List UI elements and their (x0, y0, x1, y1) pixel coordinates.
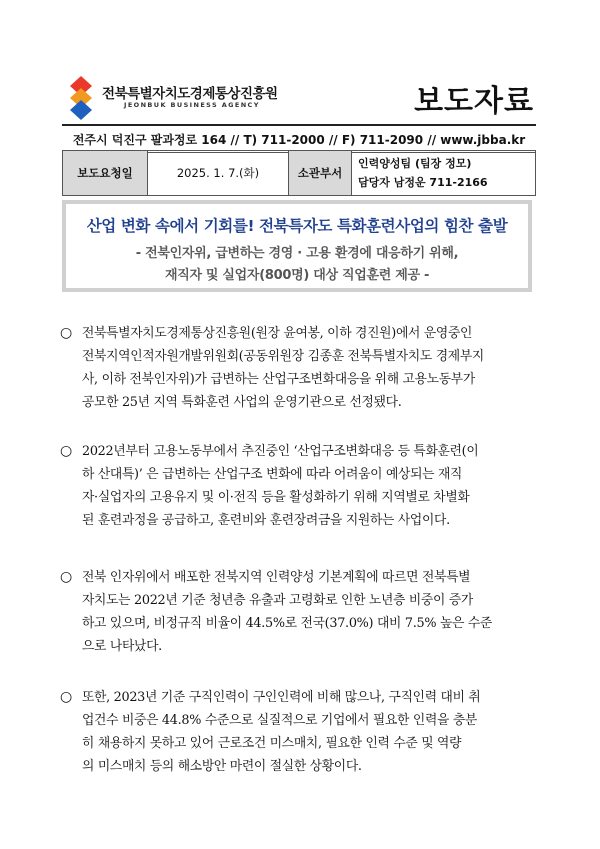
dept-contact-person: 담당자 남정운 711-2166 (358, 176, 488, 189)
request-date-label: 보도요청일 (63, 151, 148, 196)
paragraph-line: 히 채용하지 못하고 있어 근로조건 미스매치, 필요한 인력 수준 및 역량 (82, 736, 462, 751)
paragraph-line: 전북지역인적자원개발위원회(공동위원장 김종훈 전북특별자치도 경제부지 (82, 349, 484, 364)
paragraph-line: 전북 인자위에서 배포한 전북지역 인력양성 기본계획에 따르면 전북특별 (82, 570, 471, 585)
meta-table (62, 150, 536, 196)
headline-subtitle-1: - 전북인자위, 급변하는 경영 · 고용 환경에 대응하기 위해, (135, 246, 459, 261)
paragraph-line: 전북특별자치도경제통상진흥원(원장 윤여봉, 이하 경진원)에서 운영중인 (82, 326, 473, 341)
paragraph-line: 의 미스매치 등의 해소방안 마련이 절실한 상황이다. (82, 759, 362, 774)
header (62, 68, 542, 122)
paragraph-line: 하 산대특)’ 은 급변하는 산업구조 변화에 따라 어려움이 예상되는 재직 (82, 467, 463, 482)
paragraph-line: 업건수 비중은 44.8% 수준으로 실질적으로 기업에서 필요한 인력을 충분 (82, 713, 477, 728)
contact-bar: 전주시 덕진구 팔과정로 164 // T) 711-2000 // F) 711-2090 // www.jbba.kr (62, 124, 536, 153)
bullet-marker: ○ (60, 443, 72, 459)
paragraph-line: 된 훈련과정을 공급하고, 훈련비와 훈련장려금을 지원하는 사업이다. (82, 513, 450, 528)
org-name: 전북특별자치도경제통상진흥원 (102, 86, 278, 102)
bullet-marker: ○ (60, 689, 72, 705)
paragraph-line: 사, 이하 전북인자위)가 급변하는 산업구조변화대응을 위해 고용노동부가 (82, 372, 475, 387)
headline-box (62, 200, 532, 292)
agency-logo-icon (68, 76, 94, 120)
document-type-title: 보도자료 (414, 84, 534, 119)
paragraph-2 (60, 440, 540, 532)
paragraph-line: 또한, 2023년 기준 구직인력이 구인인력에 비해 많으나, 구직인력 대비 취 (82, 690, 481, 705)
headline-title: 산업 변화 속에서 기회를! 전북특자도 특화훈련사업의 힘찬 출발 (86, 217, 508, 235)
paragraph-line: 공모한 25년 지역 특화훈련 사업의 운영기관으로 선정됐다. (82, 395, 402, 410)
bullet-marker: ○ (60, 569, 72, 585)
paragraph-3 (60, 566, 540, 658)
paragraph-line: 하고 있으며, 비정규직 비율이 44.5%로 전국(37.0%) 대비 7.5% 높은 수준 (82, 616, 492, 631)
org-name-english: JEONBUK BUSINESS AGENCY (124, 101, 260, 109)
paragraph-1 (60, 322, 540, 414)
paragraph-line: 으로 나타났다. (82, 639, 162, 654)
paragraph-4 (60, 686, 540, 778)
paragraph-line: 2022년부터 고용노동부에서 추진중인 ‘산업구조변화대응 등 특화훈련(이 (82, 444, 479, 459)
dept-team: 인력양성팀 (팀장 정모) (358, 157, 472, 170)
headline-subtitle-2: 재직자 및 실업자(800명) 대상 직업훈련 제공 - (164, 268, 430, 283)
paragraph-line: 자치도는 2022년 기준 청년층 유출과 고령화로 인한 노년층 비중이 증가 (82, 593, 473, 608)
dept-info (352, 151, 536, 196)
dept-label: 소관부서 (289, 151, 352, 196)
request-date-value: 2025. 1. 7.(화) (148, 151, 289, 196)
bullet-marker: ○ (60, 325, 72, 341)
paragraph-line: 자·실업자의 고용유지 및 이·전직 등을 활성화하기 위해 지역별로 차별화 (82, 490, 470, 505)
